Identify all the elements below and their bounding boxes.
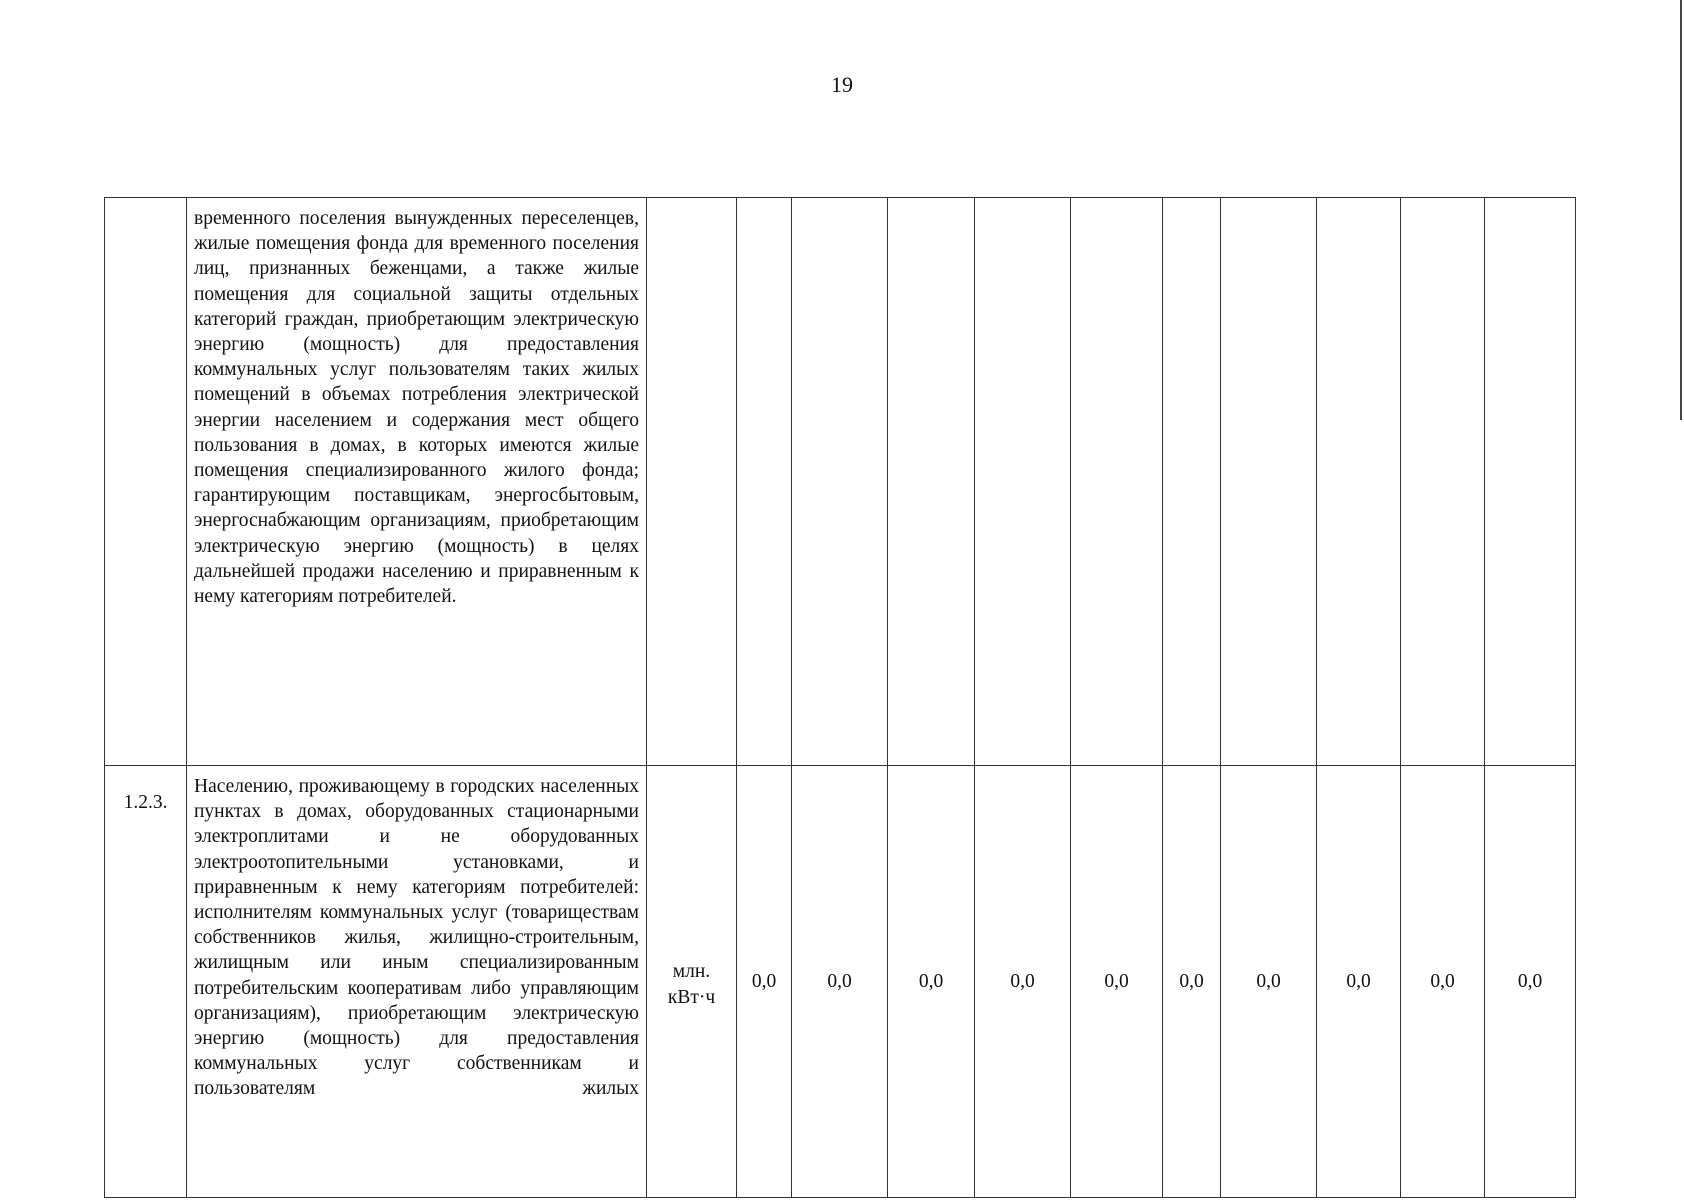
document-table <box>104 197 1576 1198</box>
description-paragraph: исполнителям коммунальных услуг (товариществам собственников жилья, жилищно-строительным, жилищным или иным специализированным потребительским кооперативам либо управляющим организациям), приобретающим электрическую энергию (мощность) для предоставления коммунальных услуг собственникам и пользователям жилых <box>194 902 639 1100</box>
row-number: 1.2.3. <box>105 766 187 1198</box>
unit-cell <box>647 198 737 766</box>
value-cell <box>1163 198 1221 766</box>
value-cell: 0,0 <box>1317 766 1401 1198</box>
row-description <box>187 766 647 1198</box>
description-paragraph: гарантирующим поставщикам, энергосбытовым, энергоснабжающим организациям, приобретающим электрическую энергию (мощность) в целях дальнейшей продажи населению и приравненным к нему категориям потребителей. <box>194 485 639 608</box>
value-cell <box>792 198 888 766</box>
value-cell: 0,0 <box>737 766 792 1198</box>
value-cell: 0,0 <box>792 766 888 1198</box>
row-description <box>187 198 647 766</box>
table-row <box>105 198 1576 766</box>
value-cell: 0,0 <box>1163 766 1221 1198</box>
value-cell <box>888 198 975 766</box>
value-cell <box>737 198 792 766</box>
unit-cell: млн. кВт·ч <box>647 766 737 1198</box>
value-cell <box>1071 198 1163 766</box>
value-cell: 0,0 <box>888 766 975 1198</box>
value-cell: 0,0 <box>1485 766 1576 1198</box>
value-cell: 0,0 <box>1401 766 1485 1198</box>
description-paragraph: временного поселения вынужденных переселенцев, жилые помещения фонда для временного поселения лиц, признанных беженцами, а также жилые помещения для социальной защиты отдельных категорий граждан, приобретающим электрическую энергию (мощность) для предоставления коммунальных услуг пользователям таких жилых помещений в объемах потребления электрической энергии населением и содержания мест общего пользования в домах, в которых имеются жилые помещения специализированного жилого фонда; <box>194 208 639 482</box>
value-cell <box>1485 198 1576 766</box>
value-cell <box>1221 198 1317 766</box>
value-cell: 0,0 <box>1221 766 1317 1198</box>
page-number: 19 <box>831 72 853 97</box>
table-row <box>105 766 1576 1198</box>
description-paragraph: Населению, проживающему в городских населенных пунктах в домах, оборудованных стационарными электроплитами и не оборудованных электроотопительными установками, и приравненным к нему категориям потребителей: <box>194 776 639 898</box>
value-cell <box>975 198 1071 766</box>
value-cell <box>1317 198 1401 766</box>
value-cell: 0,0 <box>1071 766 1163 1198</box>
value-cell: 0,0 <box>975 766 1071 1198</box>
scan-edge-mark <box>1680 0 1682 420</box>
value-cell <box>1401 198 1485 766</box>
row-number <box>105 198 187 766</box>
